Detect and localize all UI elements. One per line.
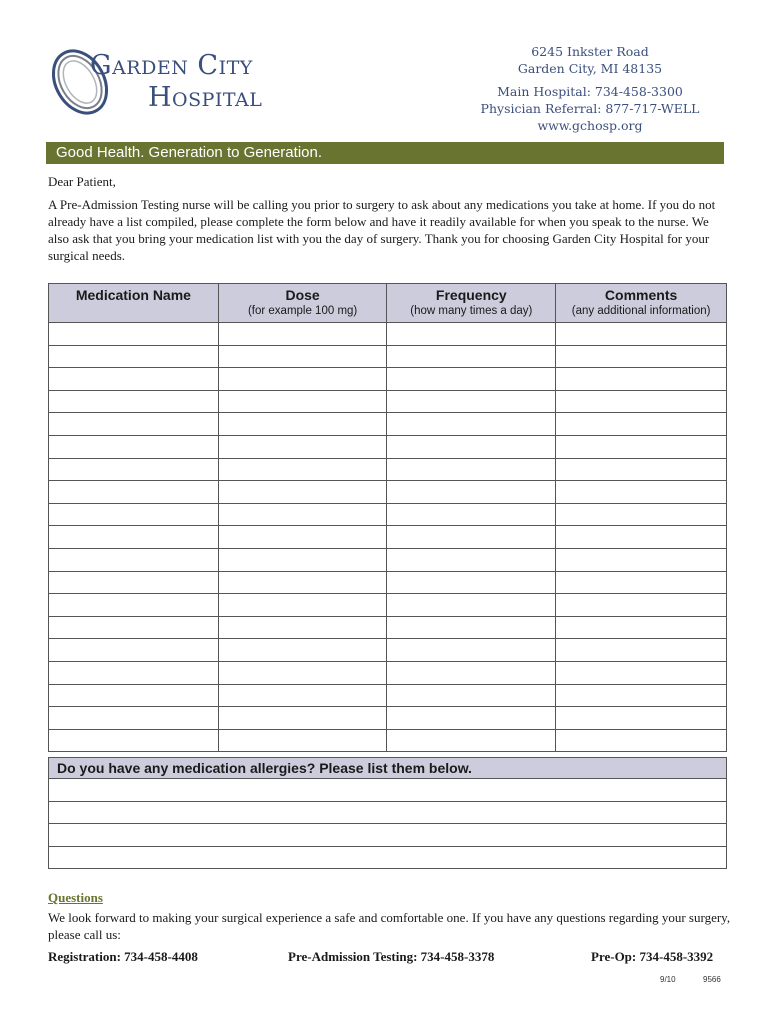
comments-cell[interactable] (556, 729, 727, 752)
footer-code: 9566 (703, 975, 721, 984)
dose-cell[interactable] (218, 503, 387, 526)
medication-cell[interactable] (49, 435, 219, 458)
medication-cell[interactable] (49, 729, 219, 752)
comments-cell[interactable] (556, 503, 727, 526)
column-header-dose: Dose (for example 100 mg) (218, 284, 387, 323)
dose-cell[interactable] (218, 684, 387, 707)
medication-row (49, 435, 727, 458)
referral-phone: Physician Referral: 877-717-WELL (480, 101, 700, 116)
dose-cell[interactable] (218, 345, 387, 368)
medication-cell[interactable] (49, 481, 219, 504)
medication-table-header (49, 284, 727, 323)
medication-cell[interactable] (49, 458, 219, 481)
medication-row (49, 503, 727, 526)
dose-cell[interactable] (218, 548, 387, 571)
greeting: Dear Patient, (48, 174, 116, 189)
medication-cell[interactable] (49, 571, 219, 594)
allergy-row (49, 779, 727, 802)
frequency-cell[interactable] (387, 345, 556, 368)
frequency-cell[interactable] (387, 368, 556, 391)
comments-cell[interactable] (556, 413, 727, 436)
questions-text: We look forward to making your surgical experience a safe and comfortable one. If you have any questions regarding your surgery, please call us: (48, 910, 731, 942)
medication-row (49, 729, 727, 752)
column-header-comments: Comments (any additional information) (556, 284, 727, 323)
comments-cell[interactable] (556, 435, 727, 458)
dose-cell[interactable] (218, 323, 387, 346)
frequency-cell[interactable] (387, 548, 556, 571)
medication-row (49, 616, 727, 639)
dose-cell[interactable] (218, 526, 387, 549)
allergy-cell[interactable] (49, 846, 727, 869)
dose-cell[interactable] (218, 435, 387, 458)
medication-cell[interactable] (49, 661, 219, 684)
dose-cell[interactable] (218, 707, 387, 730)
medication-row (49, 684, 727, 707)
hospital-logo (50, 44, 290, 124)
questions-heading: Questions (48, 890, 103, 905)
logo-text-line1: Garden City (90, 50, 253, 81)
dose-cell[interactable] (218, 571, 387, 594)
registration-phone: Registration: 734-458-4408 (48, 949, 198, 964)
comments-cell[interactable] (556, 526, 727, 549)
dose-cell[interactable] (218, 458, 387, 481)
frequency-cell[interactable] (387, 729, 556, 752)
dose-cell[interactable] (218, 729, 387, 752)
comments-cell[interactable] (556, 345, 727, 368)
pre-op-phone: Pre-Op: 734-458-3392 (591, 949, 714, 964)
frequency-cell[interactable] (387, 594, 556, 617)
dose-cell[interactable] (218, 616, 387, 639)
allergy-table-body (49, 779, 727, 869)
frequency-cell[interactable] (387, 616, 556, 639)
frequency-cell[interactable] (387, 571, 556, 594)
frequency-cell[interactable] (387, 503, 556, 526)
comments-cell[interactable] (556, 481, 727, 504)
frequency-cell[interactable] (387, 661, 556, 684)
frequency-cell[interactable] (387, 458, 556, 481)
medication-row (49, 594, 727, 617)
pre-admission-phone: Pre-Admission Testing: 734-458-3378 (288, 949, 495, 964)
allergy-cell[interactable] (49, 824, 727, 847)
medication-table-body (49, 323, 727, 752)
dose-cell[interactable] (218, 368, 387, 391)
dose-cell[interactable] (218, 594, 387, 617)
medication-cell[interactable] (49, 616, 219, 639)
comments-cell[interactable] (556, 639, 727, 662)
medication-table (48, 283, 727, 752)
comments-cell[interactable] (556, 707, 727, 730)
medication-row (49, 707, 727, 730)
medication-cell[interactable] (49, 594, 219, 617)
medication-cell[interactable] (49, 503, 219, 526)
comments-cell[interactable] (556, 368, 727, 391)
hospital-address (470, 43, 710, 134)
main-phone: Main Hospital: 734-458-3300 (497, 84, 683, 99)
medication-row (49, 345, 727, 368)
medication-cell[interactable] (49, 323, 219, 346)
address-street: 6245 Inkster Road (531, 44, 649, 59)
medication-cell[interactable] (49, 639, 219, 662)
allergy-cell[interactable] (49, 779, 727, 802)
dose-cell[interactable] (218, 639, 387, 662)
medication-cell[interactable] (49, 345, 219, 368)
medication-cell[interactable] (49, 413, 219, 436)
frequency-cell[interactable] (387, 435, 556, 458)
medication-row (49, 481, 727, 504)
allergy-table (48, 757, 727, 869)
allergy-row (49, 801, 727, 824)
medication-row (49, 571, 727, 594)
allergy-row (49, 824, 727, 847)
frequency-cell[interactable] (387, 323, 556, 346)
frequency-cell[interactable] (387, 684, 556, 707)
comments-cell[interactable] (556, 616, 727, 639)
medication-row (49, 390, 727, 413)
dose-cell[interactable] (218, 481, 387, 504)
column-header-medication: Medication Name (49, 284, 219, 323)
allergy-cell[interactable] (49, 801, 727, 824)
slogan-banner: Good Health. Generation to Generation. (46, 142, 724, 164)
comments-cell[interactable] (556, 323, 727, 346)
comments-cell[interactable] (556, 661, 727, 684)
medication-row (49, 639, 727, 662)
comments-cell[interactable] (556, 571, 727, 594)
comments-cell[interactable] (556, 594, 727, 617)
logo-text-line2: Hospital (148, 82, 263, 113)
medication-row (49, 548, 727, 571)
allergy-header: Do you have any medication allergies? Please list them below. (49, 758, 727, 779)
medication-row (49, 323, 727, 346)
dose-cell[interactable] (218, 661, 387, 684)
comments-cell[interactable] (556, 684, 727, 707)
medication-cell[interactable] (49, 707, 219, 730)
website-link[interactable]: www.gchosp.org (537, 118, 643, 133)
dose-cell[interactable] (218, 390, 387, 413)
frequency-cell[interactable] (387, 639, 556, 662)
medication-row (49, 413, 727, 436)
comments-cell[interactable] (556, 390, 727, 413)
frequency-cell[interactable] (387, 390, 556, 413)
medication-cell[interactable] (49, 548, 219, 571)
frequency-cell[interactable] (387, 413, 556, 436)
allergy-row (49, 846, 727, 869)
frequency-cell[interactable] (387, 481, 556, 504)
medication-cell[interactable] (49, 526, 219, 549)
frequency-cell[interactable] (387, 526, 556, 549)
medication-row (49, 661, 727, 684)
column-header-frequency: Frequency (how many times a day) (387, 284, 556, 323)
medication-row (49, 526, 727, 549)
medication-row (49, 458, 727, 481)
address-city: Garden City, MI 48135 (517, 61, 663, 76)
medication-cell[interactable] (49, 684, 219, 707)
comments-cell[interactable] (556, 548, 727, 571)
footer-date: 9/10 (660, 975, 676, 984)
frequency-cell[interactable] (387, 707, 556, 730)
medication-cell[interactable] (49, 368, 219, 391)
medication-row (49, 368, 727, 391)
dose-cell[interactable] (218, 413, 387, 436)
comments-cell[interactable] (556, 458, 727, 481)
medication-cell[interactable] (49, 390, 219, 413)
intro-paragraph: A Pre-Admission Testing nurse will be calling you prior to surgery to ask about any medications you take at home. If you do not already have a list compiled, please complete the form below and have it readily available for when you speak to the nurse. We also ask that you bring your medication list with you the day of surgery. Thank you for choosing Garden City Hospital for your surgical needs. (48, 197, 716, 263)
